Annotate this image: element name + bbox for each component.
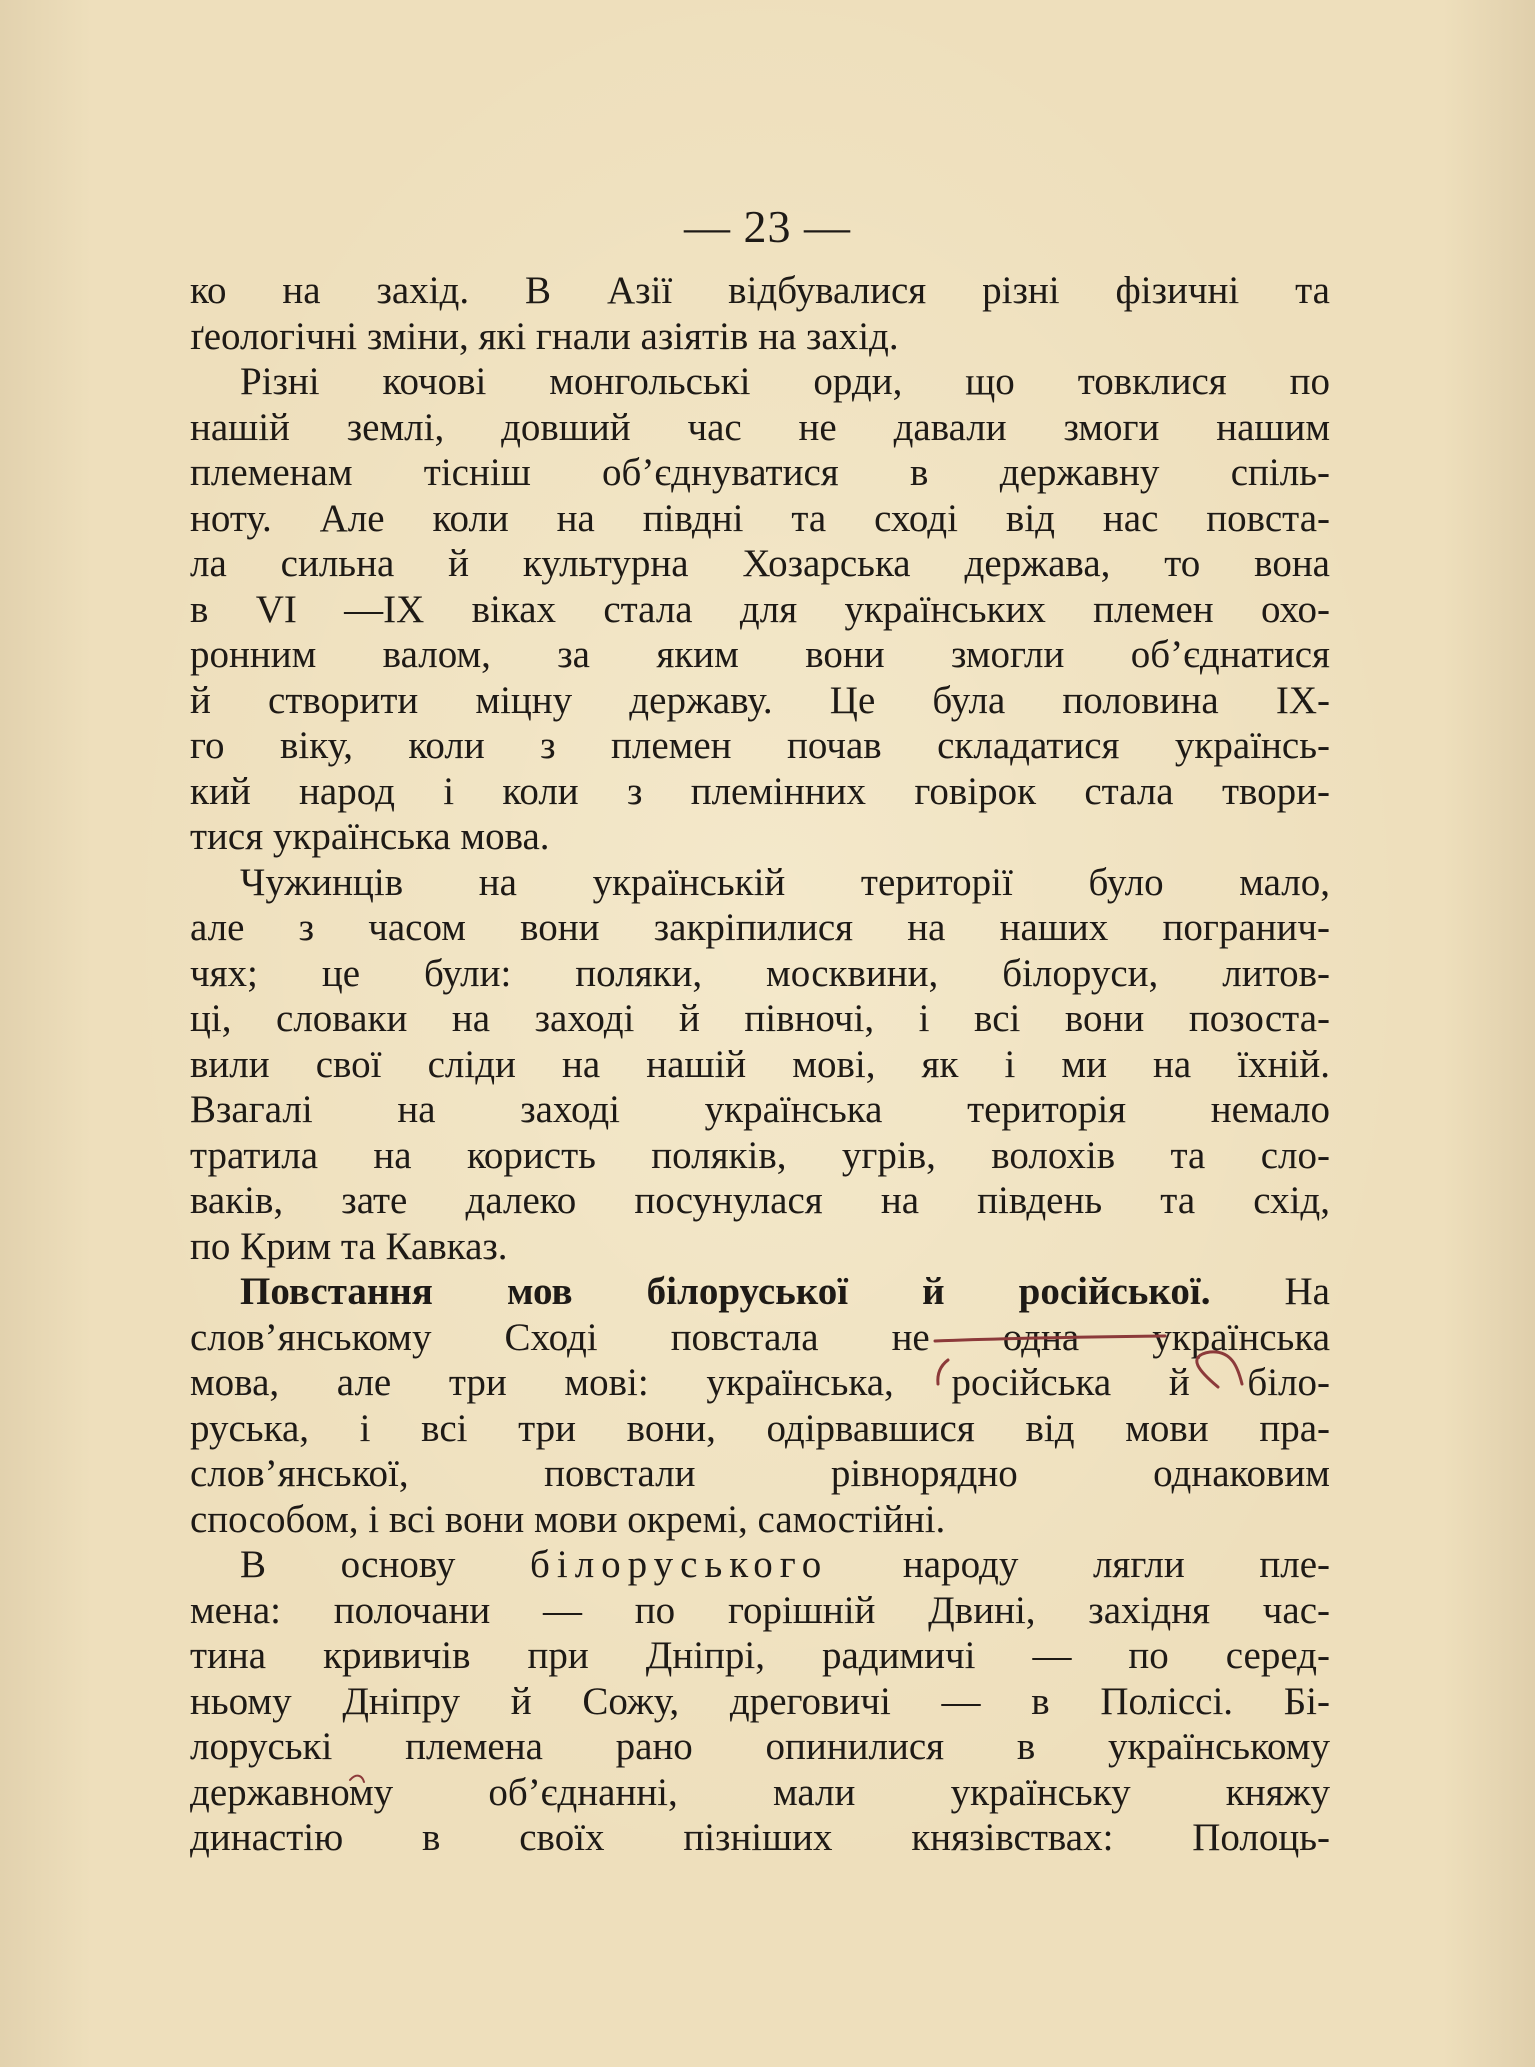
text-line: вили свої сліди на нашій мові, як і ми на їхній. bbox=[190, 1042, 1330, 1086]
text-line: кий народ і коли з племінних говірок стала твори- bbox=[190, 769, 1330, 813]
text-line: слов’янському Сході повстала не одна українська bbox=[190, 1315, 1330, 1359]
text-line: династію в своїх пізніших князівствах: Полоць- bbox=[190, 1816, 1330, 1859]
line-rest: народу лягли пле- bbox=[828, 1543, 1330, 1586]
text-line: нашій землі, довший час не давали змоги нашим bbox=[190, 405, 1330, 449]
text-line: чях; це були: поляки, москвини, білоруси, литов- bbox=[190, 951, 1330, 995]
text-line: ко на захід. В Азії відбувалися різні фізичні та bbox=[190, 269, 1330, 312]
text-line: ньому Дніпру й Сожу, дреговичі — в Поліссі. Бі- bbox=[190, 1679, 1330, 1723]
text-line: мена: полочани — по горішній Двині, західня час- bbox=[190, 1588, 1330, 1632]
text-line: Взагалі на заході українська територія немало bbox=[190, 1088, 1330, 1131]
text-line: й створити міцну державу. Це була половина IX- bbox=[190, 678, 1330, 722]
text-line: племенам тісніш об’єднуватися в державну спіль- bbox=[190, 451, 1330, 494]
paragraph-start-line: Чужинців на українській території було мало, bbox=[240, 860, 1330, 904]
body-text bbox=[190, 268, 1330, 1861]
text-line: руська, і всі три вони, одірвавшися від мови пра- bbox=[190, 1406, 1330, 1450]
text-line: ноту. Але коли на півдні та сході від нас повста- bbox=[190, 496, 1330, 540]
text-line: тися українська мова. bbox=[190, 815, 550, 858]
text-line: тина кривичів при Дніпрі, радимичі — по серед- bbox=[190, 1634, 1330, 1677]
text-line: ваків, зате далеко посунулася на південь та схід, bbox=[190, 1179, 1330, 1222]
section-heading: Повстання мов білоруської й російської. bbox=[240, 1270, 1211, 1313]
line-start: В основу bbox=[240, 1543, 531, 1586]
text-line: але з часом вони закріпилися на наших погранич- bbox=[190, 906, 1330, 949]
spaced-emphasis: білоруського bbox=[530, 1543, 829, 1586]
heading-line-tail: На bbox=[1210, 1270, 1330, 1313]
text-line: способом, і всі вони мови окремі, самостійні. bbox=[190, 1497, 946, 1541]
text-line: мова, але три мові: українська, російська й біло- bbox=[190, 1361, 1330, 1404]
section-heading-line bbox=[190, 1269, 1330, 1315]
text-line: державному об’єднанні, мали українську княжу bbox=[190, 1770, 1330, 1814]
text-line: в VI —IX віках стала для українських племен охо- bbox=[190, 587, 1330, 631]
text-line: лоруські племена рано опинилися в українському bbox=[190, 1725, 1330, 1768]
text-line: ґеологічні зміни, які гнали азіятів на захід. bbox=[190, 314, 899, 358]
text-line: тратила на користь поляків, угрів, волохів та сло- bbox=[190, 1133, 1330, 1177]
text-line: го віку, коли з племен почав складатися українсь- bbox=[190, 724, 1330, 767]
paragraph-start-line bbox=[190, 1542, 1330, 1588]
text-line: ронним валом, за яким вони змогли об’єднатися bbox=[190, 633, 1330, 676]
text-line: ла сильна й культурна Хозарська держава, то вона bbox=[190, 542, 1330, 585]
text-line: ці, словаки на заході й півночі, і всі вони позоста- bbox=[190, 997, 1330, 1040]
page-number: — 23 — bbox=[684, 201, 851, 252]
text-line: слов’янської, повстали рівнорядно однаковим bbox=[190, 1452, 1330, 1495]
paragraph-start-line: Різні кочові монгольські орди, що товклися по bbox=[240, 360, 1330, 403]
text-line: по Крим та Кавказ. bbox=[190, 1224, 508, 1268]
